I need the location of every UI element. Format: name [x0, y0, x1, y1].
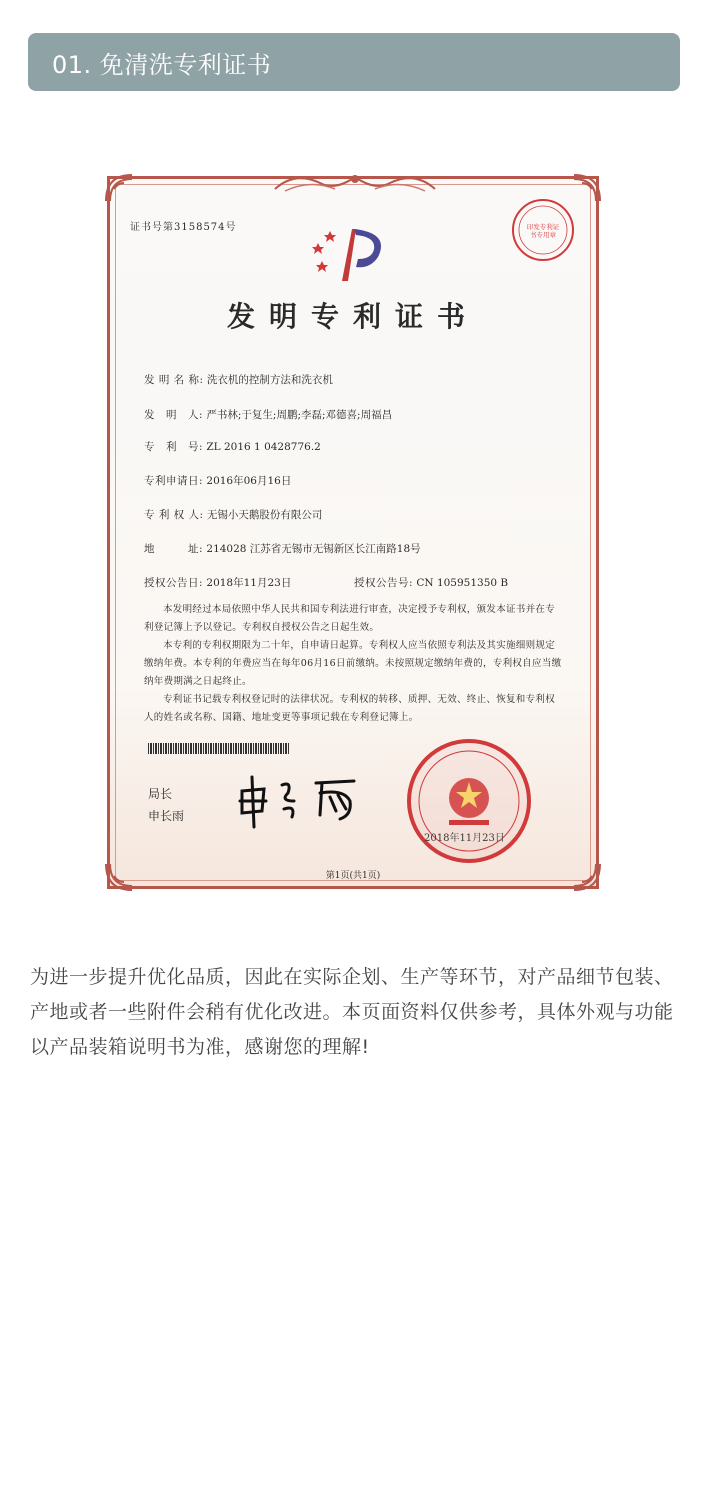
seal-date: 2018年11月23日: [424, 833, 505, 844]
field-label: 授权公告号:: [354, 577, 414, 589]
field-label: 专 利 号:: [144, 441, 204, 453]
field-label: 发 明 名 称:: [144, 374, 204, 386]
field-filing-date: [144, 473, 291, 488]
certificate-title: 发明专利证书: [226, 300, 479, 333]
director-title: 局长: [148, 787, 173, 801]
corner-ornament-icon: [572, 173, 602, 203]
field-inventor: [144, 407, 392, 422]
body-paragraph: 专利证书记载专利权登记时的法律状况。专利权的转移、质押、无效、终止、恢复和专利权人的姓名或名称、国籍、地址变更等事项记载在专利登记簿上。: [144, 694, 556, 723]
corner-ornament-icon: [104, 173, 134, 203]
field-grant-number: [354, 575, 508, 590]
field-label: 专 利 权 人:: [144, 509, 204, 521]
field-value: ZL 2016 1 0428776.2: [206, 441, 321, 453]
field-patent-number: [144, 439, 321, 454]
body-paragraph: 本发明经过本局依照中华人民共和国专利法进行审查，决定授予专利权，颁发本证书并在专利登记簿上予以登记。专利权自授权公告之日起生效。: [144, 604, 556, 633]
field-invention-name: [144, 372, 333, 387]
barcode: [148, 743, 290, 754]
field-label: 地 址:: [144, 543, 204, 555]
field-value: 214028 江苏省无锡市无锡新区长江南路18号: [206, 543, 421, 555]
official-seal-small: [510, 197, 576, 263]
certificate-number: 证书号第3158574号: [130, 222, 237, 233]
field-label: 专利申请日:: [144, 475, 204, 487]
field-value: CN 105951350 B: [416, 577, 509, 589]
handwritten-signature: [234, 771, 364, 829]
top-ornament-icon: [265, 169, 445, 197]
section-header: [28, 33, 680, 91]
certificate-body: [144, 601, 562, 727]
section-title: 01. 免清洗专利证书: [52, 50, 272, 79]
field-value: 无锡小天鹅股份有限公司: [206, 509, 323, 521]
seal-text: 印发专利证书专用章: [526, 223, 560, 239]
field-value: 严书林;于复生;周鹏;李磊;邓德喜;周福昌: [206, 409, 393, 421]
national-ip-office-seal-icon: [404, 736, 534, 866]
field-label: 授权公告日:: [144, 577, 204, 589]
patent-certificate-image: [107, 176, 599, 889]
field-address: [144, 541, 421, 556]
field-value: 2018年11月23日: [206, 577, 292, 589]
disclaimer-text: 为进一步提升优化品质，因此在实际企划、生产等环节，对产品细节包装、产地或者一些附件会稍有优化改进。本页面资料仅供参考，具体外观与功能以产品装箱说明书为准，感谢您的理解!: [30, 966, 674, 1058]
patent-office-logo-icon: [312, 223, 392, 285]
field-value: 洗衣机的控制方法和洗衣机: [206, 374, 333, 386]
field-grant-date: [144, 575, 291, 590]
page-number: 第1页(共1页): [325, 871, 381, 881]
field-value: 2016年06月16日: [206, 475, 292, 487]
field-patent-owner: [144, 507, 322, 522]
director-name: 申长雨: [148, 809, 185, 823]
body-paragraph: 本专利的专利权期限为二十年，自申请日起算。专利权人应当依照专利法及其实施细则规定缴纳年费。本专利的年费应当在每年06月16日前缴纳。未按照规定缴纳年费的，专利权自应当缴纳年费期满之日起终止。: [144, 640, 562, 687]
field-label: 发 明 人:: [144, 409, 204, 421]
